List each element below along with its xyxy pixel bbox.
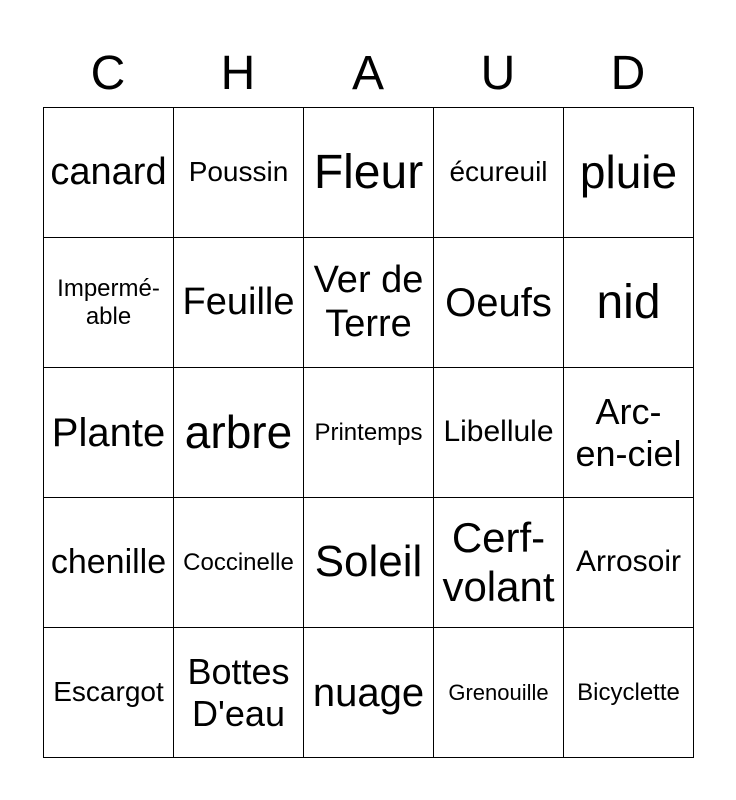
bingo-cell[interactable]: [44, 108, 174, 238]
bingo-cell[interactable]: [44, 238, 174, 368]
bingo-cell[interactable]: [304, 368, 434, 498]
cell-text: canard: [50, 150, 167, 193]
header-letter-u: U: [480, 47, 516, 100]
bingo-cell[interactable]: [564, 498, 694, 628]
cell-text: Bicyclette: [577, 678, 680, 706]
bingo-cell[interactable]: [304, 238, 434, 368]
bingo-cell[interactable]: [564, 238, 694, 368]
header-letter-d: D: [610, 47, 646, 100]
bingo-cell[interactable]: [434, 238, 564, 368]
bingo-cell[interactable]: [174, 628, 304, 758]
bingo-cell[interactable]: [174, 498, 304, 628]
bingo-cell[interactable]: [564, 108, 694, 238]
cell-text: Arc- en-ciel: [575, 391, 682, 474]
cell-text: Arrosoir: [575, 545, 681, 579]
cell-text: Escargot: [53, 676, 164, 708]
cell-text: nuage: [312, 670, 425, 715]
cell-text: Libellule: [443, 415, 554, 449]
cell-text: Bottes D'eau: [187, 651, 290, 734]
bingo-cell[interactable]: [564, 628, 694, 758]
bingo-header: [43, 42, 693, 106]
cell-text: Impermé- able: [57, 274, 160, 330]
bingo-cell[interactable]: [434, 628, 564, 758]
cell-text: Feuille: [182, 280, 295, 323]
cell-text: Ver de Terre: [313, 258, 424, 345]
header-letter-a: A: [351, 47, 384, 100]
bingo-cell[interactable]: [434, 368, 564, 498]
bingo-cell[interactable]: [434, 108, 564, 238]
bingo-cell[interactable]: [174, 238, 304, 368]
bingo-cell[interactable]: [174, 108, 304, 238]
cell-text: pluie: [579, 146, 678, 199]
header-letter-c: C: [90, 47, 126, 100]
bingo-cell[interactable]: [564, 368, 694, 498]
bingo-cell[interactable]: [174, 368, 304, 498]
cell-text: écureuil: [449, 156, 548, 188]
cell-text: Coccinelle: [183, 548, 294, 576]
header-letter-h: H: [220, 47, 256, 100]
cell-text: Oeufs: [445, 280, 552, 325]
bingo-cell[interactable]: [434, 498, 564, 628]
cell-text: Printemps: [314, 418, 423, 446]
bingo-cell[interactable]: [304, 108, 434, 238]
bingo-cell[interactable]: [44, 628, 174, 758]
cell-text: Poussin: [188, 156, 289, 188]
cell-text: arbre: [184, 406, 293, 459]
cell-text: Grenouille: [448, 679, 549, 705]
cell-text: chenille: [50, 542, 167, 581]
bingo-cell[interactable]: [44, 498, 174, 628]
bingo-cell[interactable]: [304, 628, 434, 758]
cell-text: Cerf- volant: [442, 514, 555, 610]
cell-text: Soleil: [314, 537, 423, 587]
bingo-cell[interactable]: [304, 498, 434, 628]
bingo-cell[interactable]: [44, 368, 174, 498]
cell-text: nid: [596, 275, 661, 329]
cell-text: Fleur: [313, 145, 424, 199]
bingo-grid: [43, 107, 694, 758]
cell-text: Plante: [51, 410, 166, 455]
